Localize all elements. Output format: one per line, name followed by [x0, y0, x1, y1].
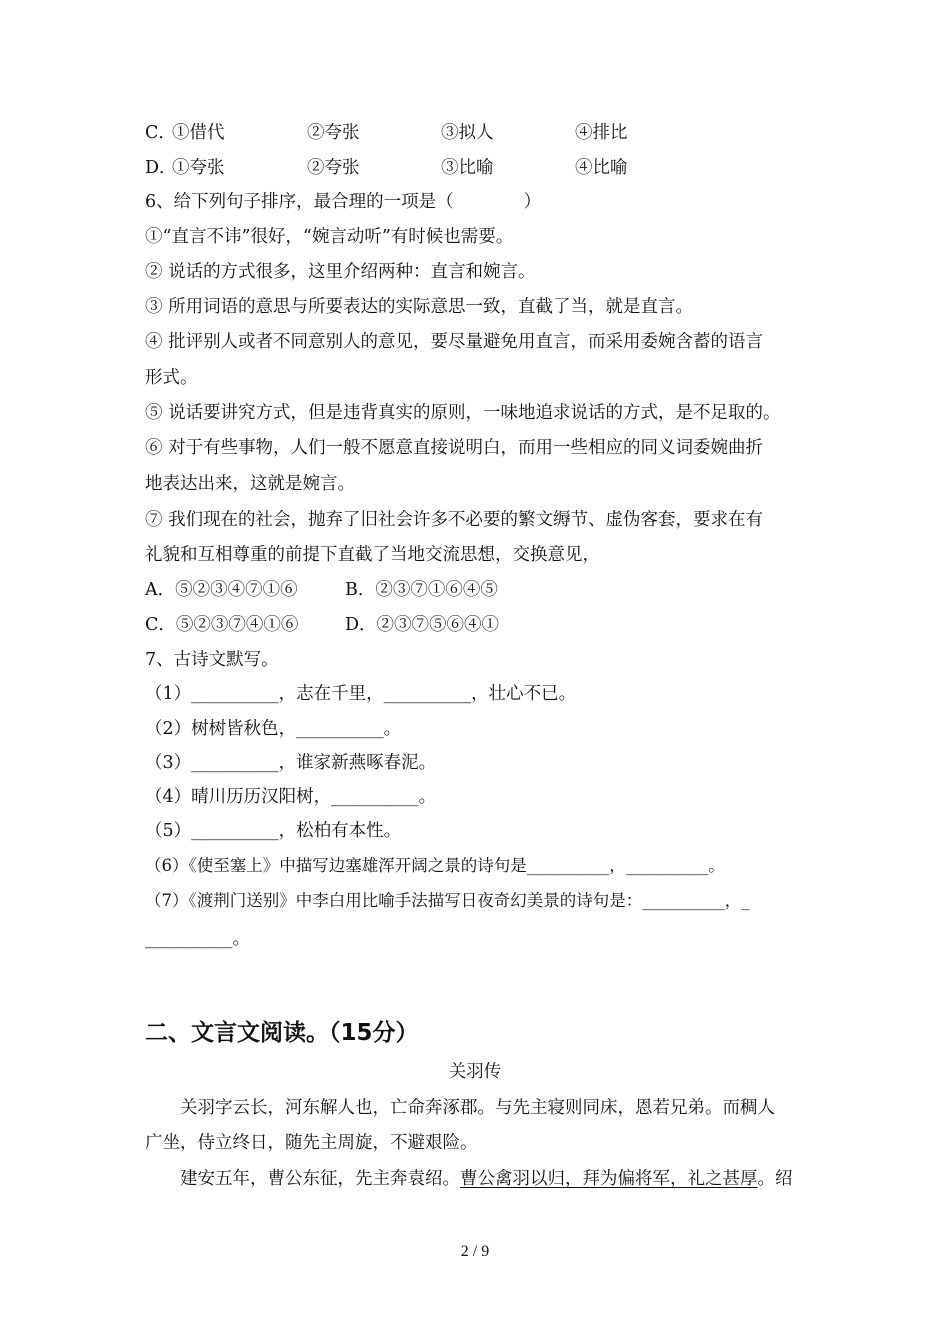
q7-line-3: （3）__________，谁家新燕啄春泥。: [145, 753, 437, 773]
passage-title: 关羽传: [448, 1062, 502, 1082]
q6-sentence-7a: ⑦ 我们现在的社会，抛弃了旧社会许多不必要的繁文缛节、虚伪客套，要求在有: [145, 510, 764, 530]
option-c-item-1: ①借代: [172, 123, 225, 143]
section-heading: 二、文言文阅读。（15分）: [145, 1020, 419, 1046]
option-d-item-1: ①夸张: [172, 158, 225, 178]
passage-p1a: 关羽字云长，河东解人也，亡命奔涿郡。与先主寝则同床，恩若兄弟。而稠人: [145, 1098, 775, 1118]
passage-p2: [145, 1168, 793, 1190]
q6-sentence-5: ⑤ 说话要讲究方式，但是违背真实的原则，一味地追求说话的方式，是不足取的。: [145, 403, 781, 423]
option-d-item-4: ④比喻: [575, 158, 628, 178]
q7-line-6: （6）《使至塞上》中描写边塞雄浑开阔之景的诗句是__________，__________。: [145, 856, 725, 875]
passage-p2-underlined: 曹公禽羽以归，拜为偏将军，礼之甚厚: [460, 1169, 758, 1189]
passage-p2-text: 建安五年，曹公东征，先主奔袁绍。: [145, 1169, 460, 1189]
q6-sentence-7b: 礼貌和互相尊重的前提下直截了当地交流思想，交换意见，: [145, 545, 600, 565]
q6-sentence-6a: ⑥ 对于有些事物，人们一般不愿意直接说明白，而用一些相应的同义词委婉曲折: [145, 438, 764, 458]
option-d-label: D．: [145, 158, 177, 178]
passage-p1b: 广坐，侍立终日，随先主周旋，不避艰险。: [145, 1133, 478, 1153]
q7-line-4: （4）晴川历历汉阳树，__________。: [145, 787, 437, 807]
option-d-item-3: ③比喻: [441, 158, 494, 178]
q7-line-7a: （7）《渡荆门送别》中李白用比喻手法描写日夜奇幻美景的诗句是：__________，_: [145, 891, 750, 910]
page-number: 2 / 9: [460, 1243, 490, 1260]
q7-line-7b: __________。: [145, 929, 250, 949]
q6-sentence-6b: 地表达出来，这就是婉言。: [145, 474, 355, 494]
q6-sentence-1: ①“直言不讳”很好，“婉言动听”有时候也需要。: [145, 227, 514, 247]
q6-option-b: B．②③⑦①⑥④⑤: [345, 580, 498, 600]
q6-sentence-4b: 形式。: [145, 368, 198, 388]
option-d-item-2: ②夸张: [307, 158, 360, 178]
q6-option-a: A．⑤②③④⑦①⑥: [145, 580, 298, 600]
option-c-item-4: ④排比: [575, 123, 628, 143]
q6-sentence-2: ② 说话的方式很多，这里介绍两种：直言和婉言。: [145, 262, 536, 282]
q7-line-2: （2）树树皆秋色，__________。: [145, 719, 402, 739]
option-c-item-2: ②夸张: [307, 123, 360, 143]
q6-sentence-3: ③ 所用词语的意思与所要表达的实际意思一致，直截了当，就是直言。: [145, 297, 694, 317]
q6-stem: 6、给下列句子排序，最合理的一项是（ ）: [145, 192, 542, 212]
passage-p2-tail: 。绍: [757, 1169, 793, 1189]
q6-option-c: C．⑤②③⑦④①⑥: [145, 615, 299, 635]
option-c-label: C．: [145, 123, 176, 143]
q6-option-d: D．②③⑦⑤⑥④①: [345, 615, 500, 635]
q7-line-1: （1）__________，志在千里，__________，壮心不已。: [145, 684, 577, 704]
option-c-item-3: ③拟人: [441, 123, 494, 143]
q7-line-5: （5）__________，松柏有本性。: [145, 821, 402, 841]
q6-sentence-4a: ④ 批评别人或者不同意别人的意见，要尽量避免用直言，而采用委婉含蓄的语言: [145, 332, 764, 352]
q7-stem: 7、古诗文默写。: [145, 650, 279, 670]
